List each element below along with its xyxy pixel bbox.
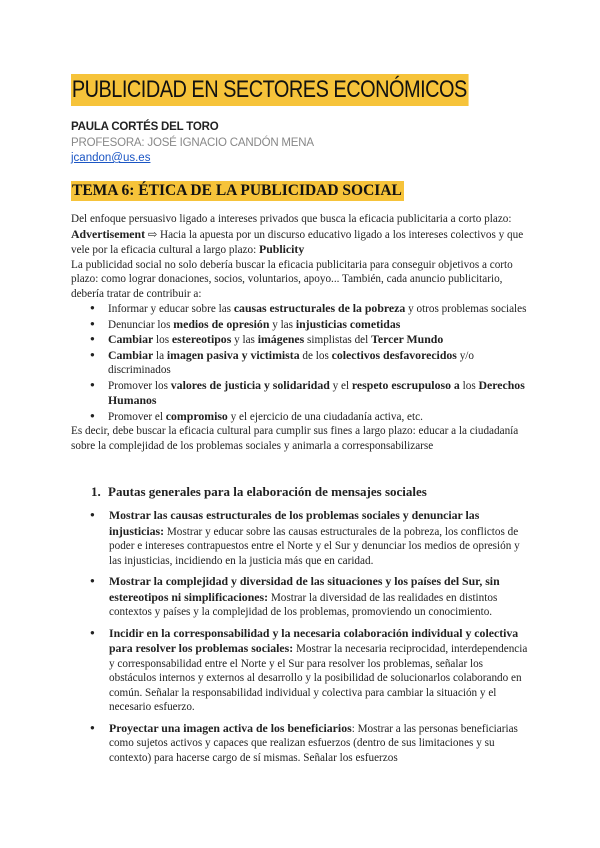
intro-paragraph-2: La publicidad social no solo debería buscar la eficacia publicitaria para conseguir objetivos a corto plazo: como lograr donaciones, socios, voluntarios, apoyo... También, cada anuncio publicitario, debería tratar de contribuir a: — [71, 258, 513, 300]
text-span: los — [459, 379, 479, 392]
bold-span: Mostrar la complejidad y diversidad de las situaciones y los países del Sur, sin estereotipos ni simplificaciones: — [109, 574, 500, 604]
text-span: y el ejercicio de una ciudadanía activa, etc. — [227, 410, 423, 423]
list-item — [108, 409, 531, 425]
bold-span: compromiso — [165, 408, 228, 423]
pautas-heading — [91, 484, 427, 500]
list-item — [109, 721, 531, 766]
bold-span: causas estructurales de la pobreza — [233, 301, 406, 315]
advertisement-term: Advertisement — [71, 226, 146, 241]
text-span: simplistas del — [304, 334, 372, 346]
bold-span: estereotipos — [171, 332, 232, 346]
bold-span: Cambiar — [108, 332, 154, 346]
text-span: Mostrar la diversidad de las realidades en distintos contextos y países y la complejidad de los problemas, promoviendo un conocimiento. — [109, 591, 498, 618]
bold-span: Proyectar una imagen activa de los beneficiarios — [109, 720, 352, 735]
intro-body — [71, 212, 531, 453]
text-span: : Mostrar a las personas beneficiarias como sujetos activos y capaces que realizan esfuerzos (dentro de sus limitaciones y su contexto) para hacerse cargo de sí mismas. Señalar los esfuerzos — [109, 722, 518, 764]
list-item — [108, 332, 531, 348]
text-span: y las — [231, 334, 258, 346]
document-title: PUBLICIDAD EN SECTORES ECONÓMICOS — [71, 74, 468, 106]
bold-span: respeto escrupuloso a — [351, 377, 460, 392]
bold-span: medios de opresión — [173, 316, 270, 331]
bold-span: Cambiar — [108, 347, 154, 362]
text-span: la — [153, 349, 167, 362]
heading-number: 1. — [91, 484, 101, 499]
text-span: Mostrar la necesaria reciprocidad, interdependencia y corresponsabilidad entre el Norte y el Sur para resolver los problemas, señalar los obstáculos internos y externos al desarrollo y la posibilidad de solucionarlos colaborando en común. Señalar la responsabilidad individual y colectiva para cambiar la situación y el necesario esfuerzo. — [109, 643, 528, 713]
text-span: de los — [299, 349, 332, 362]
section-title: TEMA 6: ÉTICA DE LA PUBLICIDAD SOCIAL — [72, 182, 402, 199]
bold-span: colectivos desfavorecidos — [331, 347, 457, 362]
list-item — [109, 508, 531, 568]
bold-span: Incidir en la corresponsabilidad y la necesaria colaboración individual y colectiva para resolver los problemas sociales: — [109, 625, 519, 655]
text-span: y las — [269, 318, 296, 331]
text-span: y el — [329, 379, 352, 392]
title-block — [71, 74, 550, 106]
list-item — [109, 626, 531, 715]
list-item — [108, 348, 531, 378]
bold-span: injusticias cometidas — [295, 316, 401, 331]
text-span: Del enfoque persuasivo ligado a intereses privados que busca la eficacia publicitaria a corto plazo: — [71, 213, 512, 225]
author-name: PAULA CORTÉS DEL TORO — [71, 121, 219, 133]
text-span: Promover el — [108, 410, 166, 423]
bold-span: Derechos Humanos — [108, 377, 525, 407]
bold-span: Tercer Mundo — [371, 332, 444, 346]
text-span: Mostrar y educar sobre las causas estructurales de la pobreza, los conflictos de poder e intereses contrapuestos entre el Norte y el Sur y denunciar los medios de opresión y las injusticias, incidiendo en la justicia más que en caridad. — [109, 525, 520, 567]
professor-name: PROFESORA: JOSÉ IGNACIO CANDÓN MENA — [71, 137, 314, 149]
list-item — [108, 317, 531, 333]
intro-paragraph-1 — [71, 212, 531, 258]
text-span: Promover los — [108, 379, 171, 392]
bold-span: imágenes — [257, 332, 305, 346]
text-span: los — [153, 334, 172, 346]
heading-text: Pautas generales para la elaboración de mensajes sociales — [108, 484, 427, 499]
text-span: Informar y educar sobre las — [108, 303, 234, 315]
text-span: ⇨ Hacia la apuesta por un discurso educativo ligado a los intereses colectivos y que vele por la eficacia cultural a largo plazo: — [71, 228, 524, 256]
text-span: y otros problemas sociales — [405, 303, 527, 315]
bold-span: imagen pasiva y victimista — [166, 347, 300, 362]
publicity-term: Publicity — [259, 242, 305, 256]
email-link[interactable]: jcandon@us.es — [71, 152, 151, 164]
bold-span: valores de justicia y solidaridad — [170, 377, 330, 392]
list-item — [108, 378, 531, 409]
bold-span: Mostrar las causas estructurales de los problemas sociales y denunciar las injusticias: — [109, 508, 480, 538]
text-span: Denunciar los — [108, 318, 174, 331]
objectives-list — [71, 301, 531, 424]
list-item — [108, 301, 531, 317]
section-title-block — [71, 181, 404, 201]
text-span: y/o discriminados — [108, 349, 474, 376]
conclusion-paragraph: Es decir, debe buscar la eficacia cultural para cumplir sus fines a largo plazo: educar a la ciudadanía sobre la complejidad de los problemas sociales y animarla a corresponsabilizarse — [71, 425, 519, 452]
list-item — [109, 574, 531, 620]
pautas-list — [109, 508, 531, 771]
